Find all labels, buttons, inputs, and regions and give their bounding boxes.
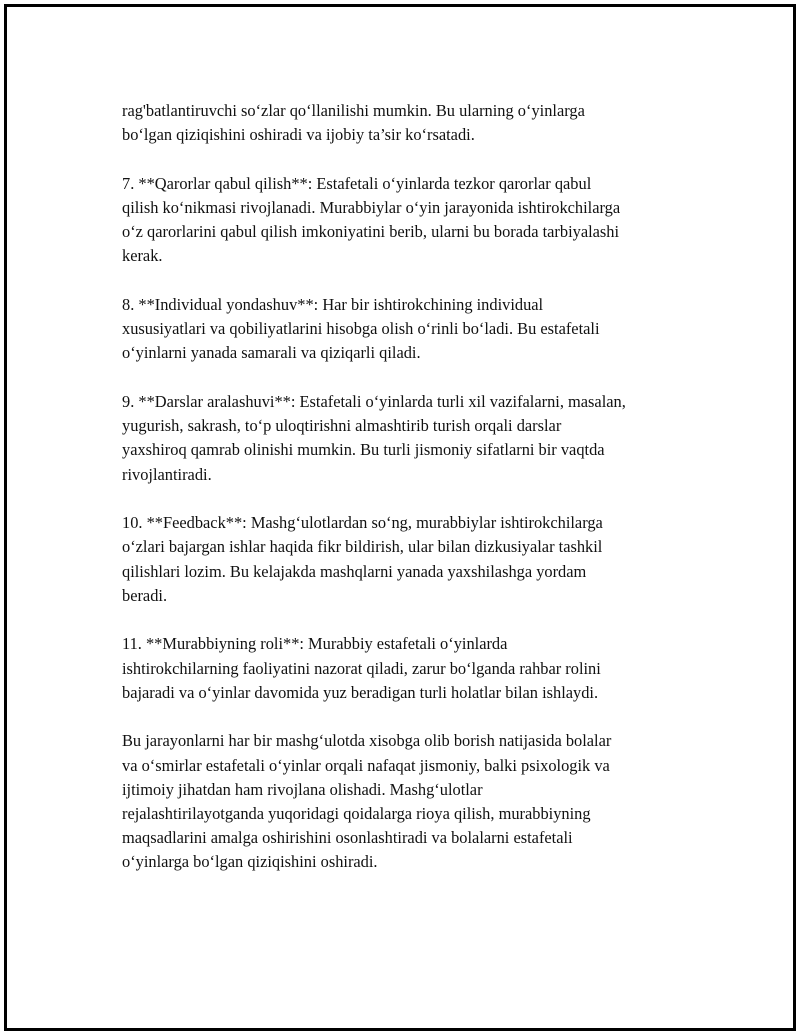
paragraph-decision-making: 7. **Qarorlar qabul qilish**: Estafetali o‘yinlarda tezkor qarorlar qabul qilish ko‘nikmasi rivojlanadi. Murabbiylar o‘yin jarayonida ishtirokchilarga o‘z qarorlarini qabul qilish imkoniyatini berib, ularni bu borada tarbiyalashi kerak.	[122, 173, 621, 266]
paragraph-individual-approach: 8. **Individual yondashuv**: Har bir ishtirokchining individual xususiyatlari va qobiliyatlarini hisobga olish o‘rinli bo‘ladi. Bu estafetali o‘yinlarni yanada samarali va qiziqarli qiladi.	[122, 295, 600, 363]
paragraph-feedback: 10. **Feedback**: Mashg‘ulotlardan so‘ng, murabbiylar ishtirokchilarga o‘zlari bajargan ishlar haqida fikr bildirish, ular bilan dizkusiyalar tashkil qilishlari lozim. Bu kelajakda mashqlarni yanada yaxshilashga yordam beradi.	[122, 513, 603, 605]
page-frame	[4, 4, 796, 1031]
paragraph-coach-role: 11. **Murabbiyning roli**: Murabbiy estafetali o‘yinlarda ishtirokchilarning faoliyatini nazorat qiladi, zarur bo‘lganda rahbar rolini bajaradi va o‘yinlar davomida yuz beradigan turli holatlar bilan ishlaydi.	[122, 634, 601, 702]
document-body	[122, 99, 712, 899]
paragraph-lesson-mixing: 9. **Darslar aralashuvi**: Estafetali o‘yinlarda turli xil vazifalarni, masalan, yugurish, sakrash, to‘p uloqtirishni almashtirib turish orqali darslar yaxshiroq qamrab olinishi mumkin. Bu turli jismoniy sifatlarni bir vaqtda rivojlantiradi.	[122, 392, 626, 484]
paragraph-conclusion: Bu jarayonlarni har bir mashg‘ulotda xisobga olib borish natijasida bolalar va o‘smirlar estafetali o‘yinlar orqali nafaqat jismoniy, balki psixologik va ijtimoiy jihatdan ham rivojlana olishadi. Mashg‘ulotlar rejalashtirilayotganda yuqoridagi qoidalarga rioya qilish, murabbiyning maqsadlarini amalga oshirishini osonlashtiradi va bolalarni estafetali o‘yinlarga bo‘lgan qiziqishini oshiradi.	[122, 731, 612, 872]
paragraph-motivation-continued: rag'batlantiruvchi so‘zlar qo‘llanilishi mumkin. Bu ularning o‘yinlarga bo‘lgan qiziqishini oshiradi va ijobiy ta’sir ko‘rsatadi.	[122, 101, 585, 145]
